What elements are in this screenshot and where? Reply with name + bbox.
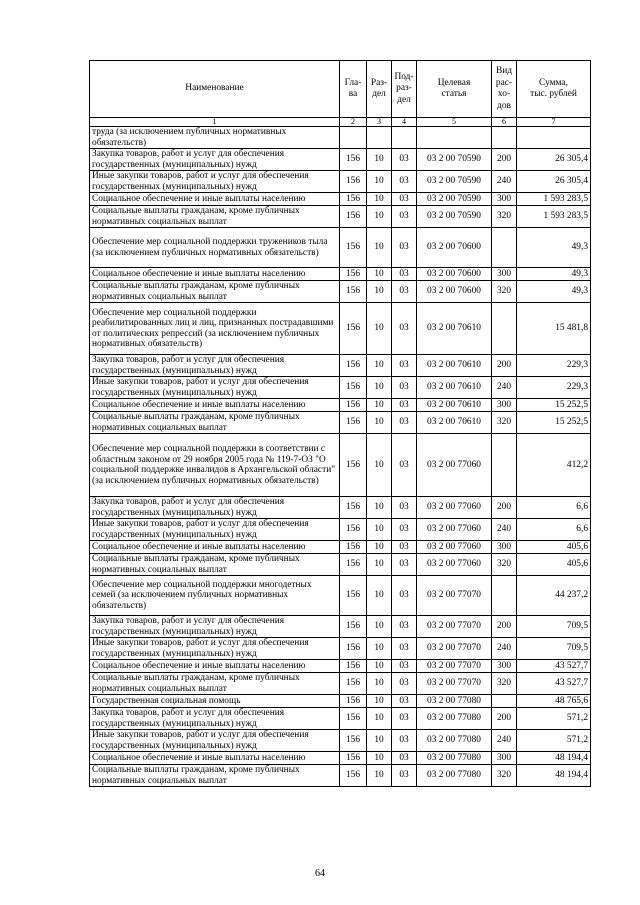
row-target: 03 2 00 77080: [417, 708, 492, 730]
row-name: Социальное обеспечение и иные выплаты населению: [90, 399, 340, 412]
row-section: 10: [367, 377, 392, 399]
header-subsection: Под- раз- дел: [392, 61, 417, 118]
row-target: 03 2 00 77080: [417, 752, 492, 765]
row-section: 10: [367, 708, 392, 730]
row-target: 03 2 00 70610: [417, 412, 492, 434]
row-chapter: 156: [340, 765, 367, 787]
budget-table: [89, 60, 591, 787]
row-section: 10: [367, 303, 392, 355]
column-number: 5: [417, 118, 492, 127]
row-expense-type: 300: [492, 193, 517, 206]
row-subsection: 03: [392, 576, 417, 616]
row-target: 03 2 00 77070: [417, 673, 492, 695]
row-amount: 48 765,6: [517, 695, 591, 708]
row-chapter: 156: [340, 554, 367, 576]
row-subsection: 03: [392, 434, 417, 497]
row-target: 03 2 00 77070: [417, 616, 492, 638]
row-expense-type: [492, 303, 517, 355]
row-amount: 49,3: [517, 228, 591, 268]
row-target: 03 2 00 70590: [417, 149, 492, 171]
row-name: Закупка товаров, работ и услуг для обеспечения государственных (муниципальных) нужд: [90, 497, 340, 519]
row-subsection: 03: [392, 268, 417, 281]
row-target: 03 2 00 77070: [417, 660, 492, 673]
table-row: [90, 206, 591, 228]
row-amount: 709,5: [517, 616, 591, 638]
row-expense-type: 200: [492, 616, 517, 638]
row-target: 03 2 00 77070: [417, 576, 492, 616]
row-subsection: 03: [392, 412, 417, 434]
row-subsection: 03: [392, 541, 417, 554]
row-chapter: 156: [340, 576, 367, 616]
row-subsection: 03: [392, 497, 417, 519]
header-section: Раз- дел: [367, 61, 392, 118]
row-target: 03 2 00 70600: [417, 268, 492, 281]
row-name: Социальные выплаты гражданам, кроме публичных нормативных социальных выплат: [90, 554, 340, 576]
column-number: 3: [367, 118, 392, 127]
row-amount: 26 305,4: [517, 171, 591, 193]
row-section: 10: [367, 434, 392, 497]
page-number: 64: [315, 868, 325, 879]
row-amount: 229,3: [517, 377, 591, 399]
row-name: Иные закупки товаров, работ и услуг для обеспечения государственных (муниципальных) нужд: [90, 519, 340, 541]
row-section: 10: [367, 193, 392, 206]
row-expense-type: 320: [492, 281, 517, 303]
row-expense-type: 200: [492, 149, 517, 171]
row-name: Социальные выплаты гражданам, кроме публичных нормативных социальных выплат: [90, 281, 340, 303]
row-name: Обеспечение мер социальной поддержки реабилитированных лиц и лиц, признанных пострадавшими от политических репрессий (за исключением публичных нормативных обязательств): [90, 303, 340, 355]
row-name: Обеспечение мер социальной поддержки в соответствии с областным законом от 29 ноября 2005 года № 119-7-ОЗ "О социальной поддержке инвалидов в Архангельской области" (за исключением публичных нормативных обязательств): [90, 434, 340, 497]
row-section: 10: [367, 752, 392, 765]
row-expense-type: [492, 576, 517, 616]
column-number: 2: [340, 118, 367, 127]
row-amount: 1 593 283,5: [517, 193, 591, 206]
column-number: 6: [492, 118, 517, 127]
row-section: [367, 127, 392, 149]
row-expense-type: 300: [492, 660, 517, 673]
table-row: [90, 303, 591, 355]
row-subsection: 03: [392, 281, 417, 303]
row-section: 10: [367, 765, 392, 787]
row-section: 10: [367, 268, 392, 281]
row-amount: 6,6: [517, 497, 591, 519]
row-chapter: 156: [340, 752, 367, 765]
row-target: 03 2 00 77060: [417, 519, 492, 541]
row-amount: 44 237,2: [517, 576, 591, 616]
row-target: 03 2 00 77060: [417, 541, 492, 554]
row-name: Иные закупки товаров, работ и услуг для обеспечения государственных (муниципальных) нужд: [90, 377, 340, 399]
row-subsection: 03: [392, 765, 417, 787]
header-row: [90, 61, 591, 118]
row-chapter: 156: [340, 434, 367, 497]
row-expense-type: 320: [492, 554, 517, 576]
row-subsection: 03: [392, 206, 417, 228]
row-section: 10: [367, 497, 392, 519]
row-amount: 571,2: [517, 730, 591, 752]
row-target: 03 2 00 70600: [417, 281, 492, 303]
row-target: 03 2 00 70600: [417, 228, 492, 268]
column-number: 1: [90, 118, 340, 127]
table-row: [90, 171, 591, 193]
row-amount: 571,2: [517, 708, 591, 730]
row-name: Закупка товаров, работ и услуг для обеспечения государственных (муниципальных) нужд: [90, 708, 340, 730]
row-name: Социальное обеспечение и иные выплаты населению: [90, 193, 340, 206]
table-row: [90, 149, 591, 171]
row-expense-type: 240: [492, 171, 517, 193]
row-subsection: 03: [392, 377, 417, 399]
row-section: 10: [367, 171, 392, 193]
table-row: [90, 127, 591, 149]
row-amount: 15 252,5: [517, 399, 591, 412]
row-expense-type: 320: [492, 412, 517, 434]
row-expense-type: 300: [492, 752, 517, 765]
header-amount: Сумма, тыс. рублей: [517, 61, 591, 118]
row-target: 03 2 00 77080: [417, 730, 492, 752]
row-expense-type: 300: [492, 399, 517, 412]
row-subsection: 03: [392, 708, 417, 730]
row-target: 03 2 00 77080: [417, 695, 492, 708]
row-amount: 48 194,4: [517, 765, 591, 787]
row-target: 03 2 00 70590: [417, 193, 492, 206]
row-chapter: 156: [340, 228, 367, 268]
row-amount: 15 252,5: [517, 412, 591, 434]
row-chapter: 156: [340, 377, 367, 399]
row-amount: 412,2: [517, 434, 591, 497]
row-expense-type: 240: [492, 519, 517, 541]
row-name: Иные закупки товаров, работ и услуг для обеспечения государственных (муниципальных) нужд: [90, 730, 340, 752]
table-row: [90, 765, 591, 787]
row-expense-type: 300: [492, 541, 517, 554]
row-target: 03 2 00 77070: [417, 638, 492, 660]
row-expense-type: 320: [492, 673, 517, 695]
row-name: Социальные выплаты гражданам, кроме публичных нормативных социальных выплат: [90, 673, 340, 695]
row-subsection: 03: [392, 355, 417, 377]
table-row: [90, 519, 591, 541]
row-expense-type: 240: [492, 377, 517, 399]
row-amount: 405,6: [517, 554, 591, 576]
row-expense-type: 200: [492, 497, 517, 519]
row-amount: [517, 127, 591, 149]
header-target: Целевая статья: [417, 61, 492, 118]
row-name: труда (за исключением публичных нормативных обязательств): [90, 127, 340, 149]
row-section: 10: [367, 616, 392, 638]
row-target: [417, 127, 492, 149]
row-section: 10: [367, 673, 392, 695]
column-number: 7: [517, 118, 591, 127]
row-name: Социальное обеспечение и иные выплаты населению: [90, 752, 340, 765]
row-section: 10: [367, 519, 392, 541]
table-row: [90, 193, 591, 206]
row-subsection: 03: [392, 695, 417, 708]
row-name: Обеспечение мер социальной поддержки многодетных семей (за исключением публичных нормативных обязательств): [90, 576, 340, 616]
row-subsection: 03: [392, 730, 417, 752]
row-chapter: 156: [340, 399, 367, 412]
row-name: Закупка товаров, работ и услуг для обеспечения государственных (муниципальных) нужд: [90, 355, 340, 377]
row-chapter: 156: [340, 695, 367, 708]
row-chapter: 156: [340, 519, 367, 541]
table-row: [90, 541, 591, 554]
row-chapter: 156: [340, 193, 367, 206]
row-section: 10: [367, 554, 392, 576]
row-section: 10: [367, 228, 392, 268]
row-target: 03 2 00 70610: [417, 355, 492, 377]
row-subsection: 03: [392, 303, 417, 355]
row-subsection: 03: [392, 149, 417, 171]
row-expense-type: 200: [492, 708, 517, 730]
row-chapter: 156: [340, 206, 367, 228]
row-target: 03 2 00 77080: [417, 765, 492, 787]
row-target: 03 2 00 77060: [417, 554, 492, 576]
table-row: [90, 616, 591, 638]
row-amount: 6,6: [517, 519, 591, 541]
row-chapter: 156: [340, 303, 367, 355]
row-expense-type: 300: [492, 268, 517, 281]
row-subsection: 03: [392, 171, 417, 193]
row-section: 10: [367, 660, 392, 673]
row-subsection: 03: [392, 673, 417, 695]
table-body: [90, 127, 591, 787]
table-row: [90, 638, 591, 660]
row-expense-type: [492, 434, 517, 497]
row-section: 10: [367, 206, 392, 228]
table-row: [90, 730, 591, 752]
table-row: [90, 660, 591, 673]
row-expense-type: 320: [492, 206, 517, 228]
row-target: 03 2 00 77060: [417, 434, 492, 497]
row-amount: 229,3: [517, 355, 591, 377]
table-row: [90, 399, 591, 412]
row-amount: 43 527,7: [517, 660, 591, 673]
table-row: [90, 355, 591, 377]
row-name: Государственная социальная помощь: [90, 695, 340, 708]
row-chapter: 156: [340, 673, 367, 695]
row-amount: 1 593 283,5: [517, 206, 591, 228]
row-section: 10: [367, 638, 392, 660]
row-subsection: 03: [392, 554, 417, 576]
row-name: Социальное обеспечение и иные выплаты населению: [90, 660, 340, 673]
row-chapter: 156: [340, 708, 367, 730]
row-target: 03 2 00 70610: [417, 377, 492, 399]
row-name: Закупка товаров, работ и услуг для обеспечения государственных (муниципальных) нужд: [90, 616, 340, 638]
row-expense-type: [492, 695, 517, 708]
row-chapter: 156: [340, 412, 367, 434]
row-section: 10: [367, 412, 392, 434]
row-expense-type: [492, 228, 517, 268]
table-row: [90, 268, 591, 281]
row-section: 10: [367, 730, 392, 752]
header-name: Наименование: [90, 61, 340, 118]
row-target: 03 2 00 70590: [417, 206, 492, 228]
row-section: 10: [367, 399, 392, 412]
row-subsection: 03: [392, 228, 417, 268]
row-chapter: 156: [340, 268, 367, 281]
table-row: [90, 752, 591, 765]
table-row: [90, 281, 591, 303]
row-section: 10: [367, 281, 392, 303]
row-name: Обеспечение мер социальной поддержки тружеников тыла (за исключением публичных нормативных обязательств): [90, 228, 340, 268]
row-section: 10: [367, 541, 392, 554]
row-chapter: 156: [340, 638, 367, 660]
row-target: 03 2 00 70610: [417, 399, 492, 412]
row-amount: 48 194,4: [517, 752, 591, 765]
row-name: Социальные выплаты гражданам, кроме публичных нормативных социальных выплат: [90, 206, 340, 228]
table-row: [90, 228, 591, 268]
row-subsection: 03: [392, 638, 417, 660]
row-name: Социальные выплаты гражданам, кроме публичных нормативных социальных выплат: [90, 412, 340, 434]
row-name: Иные закупки товаров, работ и услуг для обеспечения государственных (муниципальных) нужд: [90, 171, 340, 193]
row-subsection: 03: [392, 752, 417, 765]
table-row: [90, 695, 591, 708]
row-target: 03 2 00 77060: [417, 497, 492, 519]
row-amount: 49,3: [517, 268, 591, 281]
row-chapter: 156: [340, 616, 367, 638]
row-chapter: 156: [340, 497, 367, 519]
row-amount: 405,6: [517, 541, 591, 554]
row-subsection: [392, 127, 417, 149]
row-chapter: 156: [340, 171, 367, 193]
row-chapter: 156: [340, 730, 367, 752]
row-amount: 49,3: [517, 281, 591, 303]
row-expense-type: 200: [492, 355, 517, 377]
row-name: Иные закупки товаров, работ и услуг для обеспечения государственных (муниципальных) нужд: [90, 638, 340, 660]
header-expense-type: Вид рас- хо- дов: [492, 61, 517, 118]
column-number-row: [90, 118, 591, 127]
table-row: [90, 434, 591, 497]
row-chapter: 156: [340, 541, 367, 554]
row-section: 10: [367, 695, 392, 708]
row-name: Закупка товаров, работ и услуг для обеспечения государственных (муниципальных) нужд: [90, 149, 340, 171]
row-subsection: 03: [392, 399, 417, 412]
row-subsection: 03: [392, 193, 417, 206]
row-target: 03 2 00 70610: [417, 303, 492, 355]
row-name: Социальное обеспечение и иные выплаты населению: [90, 541, 340, 554]
row-subsection: 03: [392, 616, 417, 638]
row-chapter: 156: [340, 281, 367, 303]
row-subsection: 03: [392, 519, 417, 541]
table-row: [90, 412, 591, 434]
table-row: [90, 708, 591, 730]
row-amount: 26 305,4: [517, 149, 591, 171]
column-number: 4: [392, 118, 417, 127]
row-chapter: 156: [340, 660, 367, 673]
row-amount: 709,5: [517, 638, 591, 660]
row-expense-type: 240: [492, 730, 517, 752]
row-chapter: [340, 127, 367, 149]
row-section: 10: [367, 149, 392, 171]
table-row: [90, 554, 591, 576]
table-row: [90, 673, 591, 695]
table-row: [90, 377, 591, 399]
row-name: Социальное обеспечение и иные выплаты населению: [90, 268, 340, 281]
table-row: [90, 497, 591, 519]
row-expense-type: 320: [492, 765, 517, 787]
row-amount: 43 527,7: [517, 673, 591, 695]
row-name: Социальные выплаты гражданам, кроме публичных нормативных социальных выплат: [90, 765, 340, 787]
row-target: 03 2 00 70590: [417, 171, 492, 193]
row-subsection: 03: [392, 660, 417, 673]
row-chapter: 156: [340, 355, 367, 377]
row-expense-type: [492, 127, 517, 149]
header-chapter: Гла- ва: [340, 61, 367, 118]
row-amount: 15 481,8: [517, 303, 591, 355]
table-row: [90, 576, 591, 616]
row-chapter: 156: [340, 149, 367, 171]
row-expense-type: 240: [492, 638, 517, 660]
row-section: 10: [367, 576, 392, 616]
row-section: 10: [367, 355, 392, 377]
